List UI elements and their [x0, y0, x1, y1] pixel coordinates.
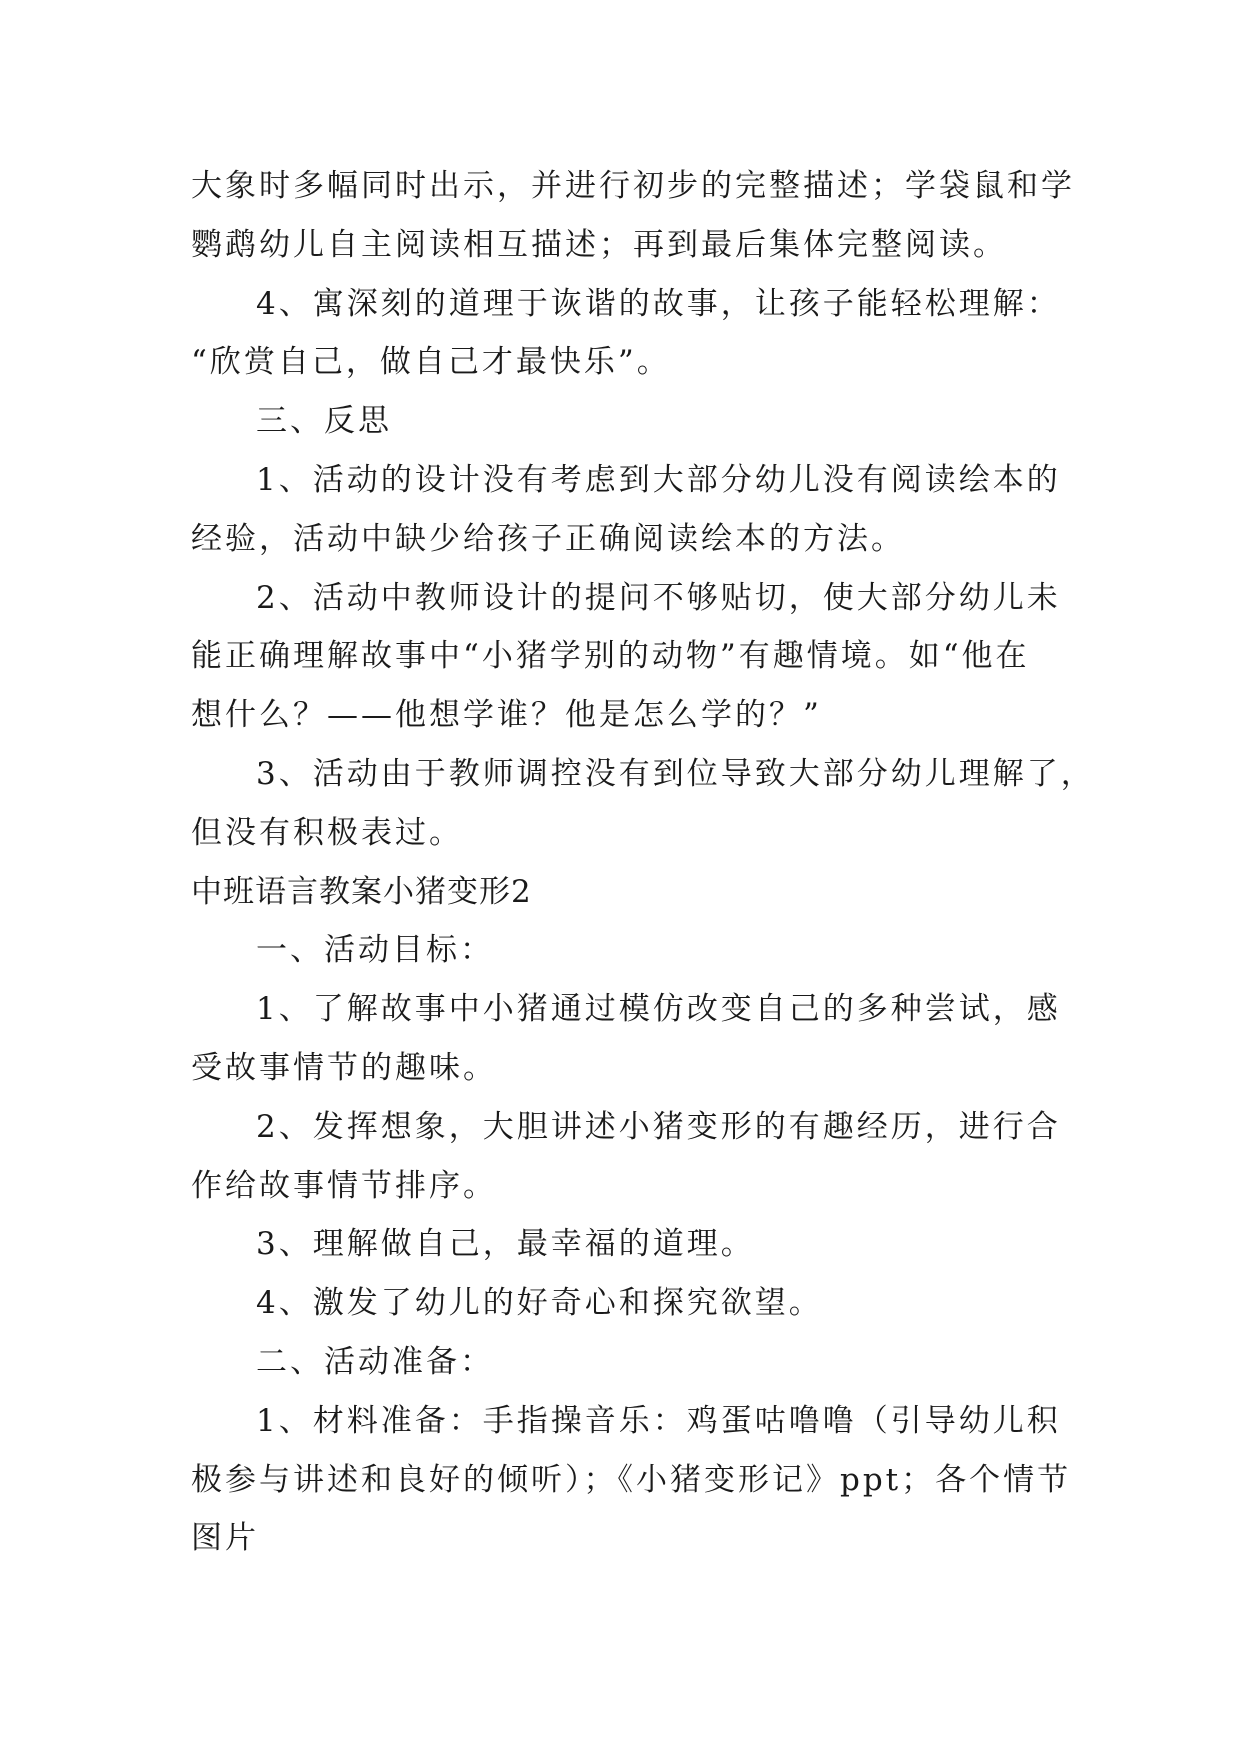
- paragraph-line: 能正确理解故事中“小猪学别的动物”有趣情境。如“他在: [191, 638, 1030, 675]
- paragraph-line: 2、活动中教师设计的提问不够贴切，使大部分幼儿未: [256, 579, 1061, 616]
- paragraph-line: 大象时多幅同时出示，并进行初步的完整描述；学袋鼠和学: [191, 168, 1075, 204]
- paragraph-line: 3、理解做自己，最幸福的道理。: [256, 1226, 755, 1263]
- paragraph-line: 1、了解故事中小猪通过模仿改变自己的多种尝试，感: [256, 991, 1061, 1028]
- paragraph-line: 经验，活动中缺少给孩子正确阅读绘本的方法。: [191, 520, 905, 557]
- paragraph-line: 4、寓深刻的道理于诙谐的故事，让孩子能轻松理解：: [256, 285, 1061, 322]
- paragraph-line: 1、材料准备：手指操音乐：鸡蛋咕噜噜（引导幼儿积: [256, 1402, 1061, 1439]
- paragraph-line: 2、发挥想象，大胆讲述小猪变形的有趣经历，进行合: [256, 1108, 1061, 1145]
- paragraph-line: 3、活动由于教师调控没有到位导致大部分幼儿理解了，: [256, 755, 1095, 792]
- paragraph-line: 图片: [191, 1520, 259, 1557]
- paragraph-line: 作给故事情节排序。: [191, 1167, 497, 1204]
- paragraph-line: 受故事情节的趣味。: [191, 1049, 497, 1086]
- section-heading: 一、活动目标：: [256, 932, 494, 969]
- paragraph-line: 极参与讲述和良好的倾听）；《小猪变形记》ppt；各个情节: [191, 1461, 1072, 1498]
- document-title: 中班语言教案小猪变形2: [191, 873, 532, 910]
- paragraph-line: “欣赏自己，做自己才最快乐”。: [191, 344, 671, 381]
- paragraph-line: 1、活动的设计没有考虑到大部分幼儿没有阅读绘本的: [256, 461, 1061, 498]
- paragraph-line: 但没有积极表过。: [191, 814, 463, 851]
- paragraph-line: 4、激发了幼儿的好奇心和探究欲望。: [256, 1285, 823, 1322]
- section-heading: 三、反思: [256, 403, 392, 440]
- paragraph-line: 鹦鹉幼儿自主阅读相互描述；再到最后集体完整阅读。: [191, 226, 1007, 263]
- section-heading: 二、活动准备：: [256, 1343, 494, 1380]
- document-body: [191, 157, 1095, 1568]
- paragraph-line: 想什么？——他想学谁？他是怎么学的？”: [191, 697, 822, 734]
